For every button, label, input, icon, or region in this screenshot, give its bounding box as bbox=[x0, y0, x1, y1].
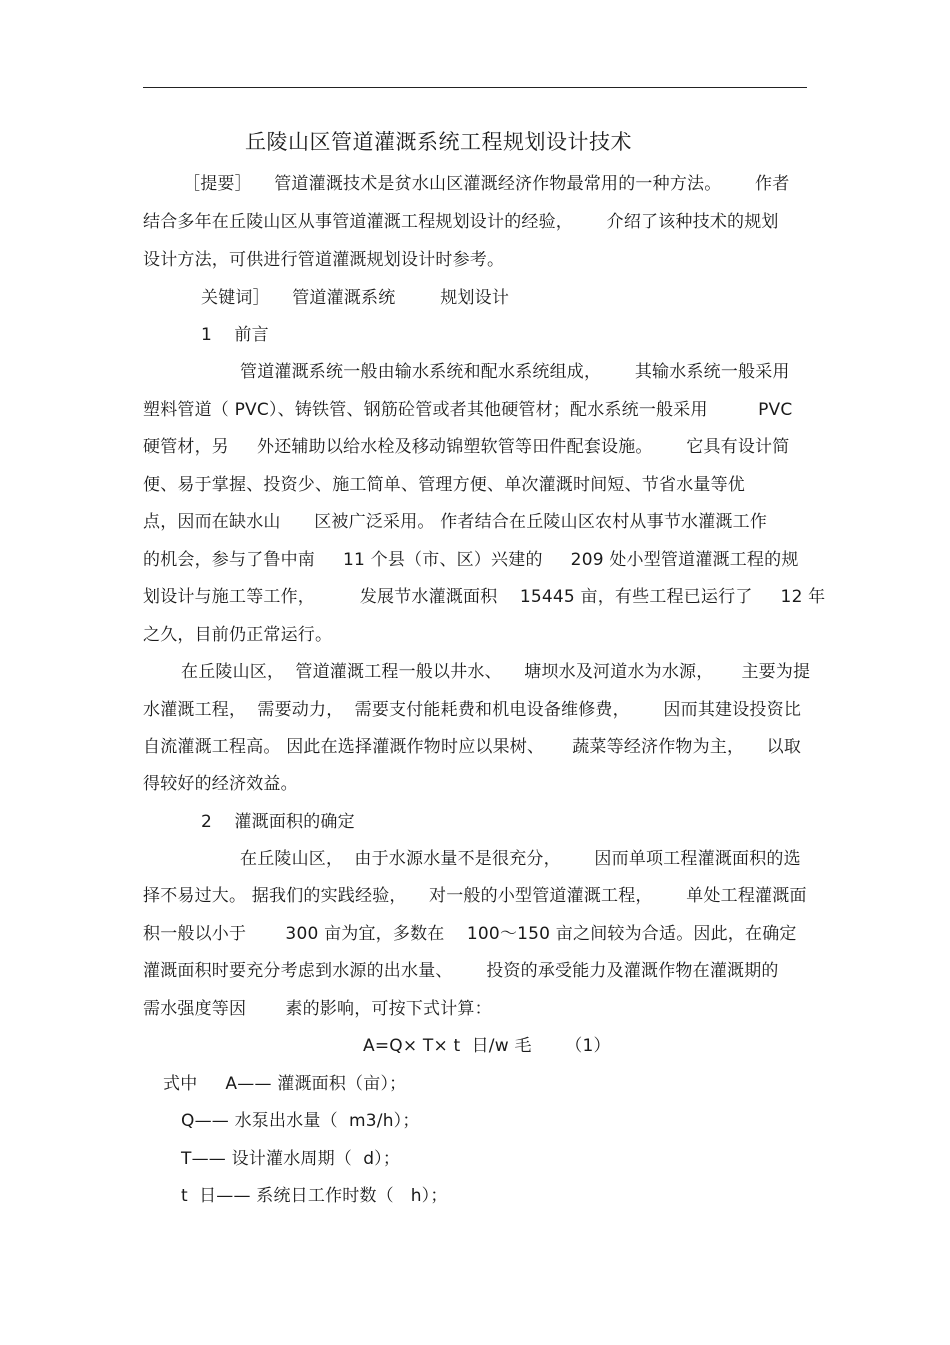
paragraph-line: 自流灌溉工程高。 因此在选择灌溉作物时应以果树、 蔬菜等经济作物为主， 以取 bbox=[143, 737, 802, 757]
paragraph-line: 在丘陵山区， 管道灌溉工程一般以井水、 塘坝水及河道水为水源， 主要为提 bbox=[181, 662, 811, 682]
paragraph-line: 管道灌溉系统一般由输水系统和配水系统组成， 其输水系统一般采用 bbox=[240, 362, 790, 382]
header-rule bbox=[143, 87, 807, 88]
paragraph-line: 灌溉面积时要充分考虑到水源的出水量、 投资的承受能力及灌溉作物在灌溉期的 bbox=[143, 961, 779, 981]
paragraph-line: 硬管材，另 外还辅助以给水栓及移动锦塑软管等田件配套设施。 它具有设计简 bbox=[143, 437, 790, 457]
paragraph-line: 塑料管道（ PVC）、铸铁管、钢筋砼管或者其他硬管材；配水系统一般采用 PVC bbox=[143, 400, 793, 420]
paragraph-line: 需水强度等因 素的影响，可按下式计算： bbox=[143, 999, 492, 1019]
paragraph-line: 择不易过大。 据我们的实践经验， 对一般的小型管道灌溉工程， 单处工程灌溉面 bbox=[143, 886, 807, 906]
abstract-line: 设计方法，可供进行管道灌溉规划设计时参考。 bbox=[143, 250, 505, 270]
paragraph-line: 的机会，参与了鲁中南 11 个县（市、区）兴建的 209 处小型管道灌溉工程的规 bbox=[143, 550, 799, 570]
paragraph-line: 积一般以小于 300 亩为宜，多数在 100～150 亩之间较为合适。因此，在确定 bbox=[143, 924, 797, 944]
abstract-line: ［提要］ 管道灌溉技术是贫水山区灌溉经济作物最常用的一种方法。 作者 bbox=[183, 174, 790, 194]
abstract-line: 结合多年在丘陵山区从事管道灌溉工程规划设计的经验， 介绍了该种技术的规划 bbox=[143, 212, 779, 232]
definition-line: T—— 设计灌水周期（ d）； bbox=[181, 1149, 401, 1169]
paragraph-line: 在丘陵山区， 由于水源水量不是很充分， 因而单项工程灌溉面积的选 bbox=[240, 849, 801, 869]
keywords-line: 关键词］ 管道灌溉系统 规划设计 bbox=[201, 288, 510, 308]
definition-line: 式中 A—— 灌溉面积（亩）； bbox=[163, 1074, 407, 1094]
document-title: 丘陵山区管道灌溉系统工程规划设计技术 bbox=[245, 130, 632, 154]
formula: A=Q× T× t 日/w 毛 （1） bbox=[363, 1036, 611, 1056]
paragraph-line: 水灌溉工程， 需要动力， 需要支付能耗费和机电设备维修费， 因而其建设投资比 bbox=[143, 700, 802, 720]
definition-line: t 日—— 系统日工作时数（ h）； bbox=[181, 1186, 448, 1206]
paragraph-line: 点，因而在缺水山 区被广泛采用。 作者结合在丘陵山区农村从事节水灌溉工作 bbox=[143, 512, 768, 532]
paragraph-line: 之久，目前仍正常运行。 bbox=[143, 625, 333, 645]
paragraph-line: 得较好的经济效益。 bbox=[143, 774, 298, 794]
paragraph-line: 便、易于掌握、投资少、施工简单、管理方便、单次灌溉时间短、节省水量等优 bbox=[143, 475, 745, 495]
section-heading-1: 1 前言 bbox=[201, 325, 269, 345]
definition-line: Q—— 水泵出水量（ m3/h）； bbox=[181, 1111, 420, 1131]
section-heading-2: 2 灌溉面积的确定 bbox=[201, 812, 355, 832]
paragraph-line: 划设计与施工等工作， 发展节水灌溉面积 15445 亩，有些工程已运行了 12 年 bbox=[143, 587, 826, 607]
